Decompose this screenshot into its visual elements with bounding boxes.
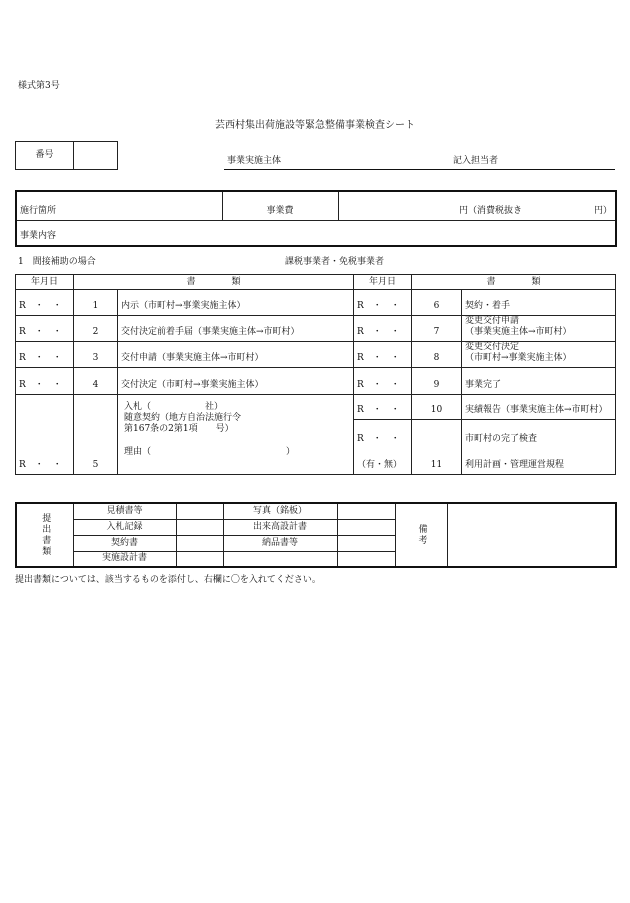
site-value[interactable] — [74, 191, 222, 220]
section-title: 1 間接補助の場合 — [18, 257, 96, 267]
submission-item: 写真（銘板） — [223, 503, 337, 519]
item-number: 5 — [74, 395, 118, 475]
date-cell[interactable]: R ・ ・ — [16, 290, 74, 316]
date-value: R ・ ・ — [357, 434, 400, 444]
table-row — [16, 342, 616, 368]
submission-check[interactable] — [176, 535, 223, 551]
submission-check[interactable] — [176, 519, 223, 535]
submission-item: 入札記録 — [73, 519, 176, 535]
doc-name: 交付申請（事業実施主体→市町村） — [118, 342, 354, 368]
notes-label: 備考 — [395, 503, 447, 567]
doc-name-line: 入札（ 社） — [124, 402, 224, 412]
submission-check[interactable] — [337, 551, 395, 567]
item-number: 3 — [74, 342, 118, 368]
doc-name-line: 変更交付決定 — [465, 342, 520, 352]
number-value[interactable] — [74, 142, 118, 170]
table-row — [16, 290, 616, 316]
date-cell[interactable]: R ・ ・ — [354, 342, 412, 368]
doc-name-line: 第167条の2第1項 号） — [124, 424, 234, 434]
header-date-left: 年月日 — [16, 275, 74, 290]
doc-name: 事業完了 — [462, 368, 616, 395]
item-number: 11 — [412, 420, 462, 475]
submission-check[interactable] — [337, 535, 395, 551]
item-number: 1 — [74, 290, 118, 316]
document-table — [15, 274, 616, 475]
header-date-right: 年月日 — [354, 275, 412, 290]
item-number: 8 — [412, 342, 462, 368]
table-row — [16, 395, 616, 420]
header-docs-right: 書 類 — [412, 275, 616, 290]
number-label: 番号 — [16, 142, 74, 170]
doc-name — [118, 395, 354, 475]
doc-name-line: 随意契約（地方自治法施行令 — [124, 413, 242, 423]
submission-check[interactable] — [176, 503, 223, 519]
notes-field[interactable] — [447, 503, 616, 567]
date-cell[interactable]: R ・ ・ — [354, 316, 412, 342]
table-row — [16, 316, 616, 342]
cost-value[interactable]: 円（消費税抜き 円） — [338, 191, 616, 220]
submission-item: 契約書 — [73, 535, 176, 551]
doc-name: 交付決定（市町村→事業実施主体） — [118, 368, 354, 395]
date-cell[interactable]: R ・ ・ — [16, 342, 74, 368]
header-docs-left: 書 類 — [74, 275, 354, 290]
doc-name — [462, 420, 616, 475]
cost-label: 事業費 — [222, 191, 338, 220]
submission-check[interactable] — [176, 551, 223, 567]
site-label: 施行箇所 — [16, 191, 74, 220]
submission-item: 出来高設計書 — [223, 519, 337, 535]
item-number: 10 — [412, 395, 462, 420]
item-number: 9 — [412, 368, 462, 395]
project-info-table — [15, 190, 617, 247]
item-number: 7 — [412, 316, 462, 342]
recorder-label: 記入担当者 — [453, 156, 499, 166]
date-cell[interactable]: R ・ ・ — [16, 395, 74, 475]
doc-name-line — [121, 435, 350, 447]
doc-name-line: （市町村→事業実施主体） — [465, 353, 572, 363]
footer-note: 提出書類については、該当するものを添付し、右欄に〇を入れてください。 — [15, 575, 321, 585]
date-cell[interactable]: R ・ ・ — [354, 395, 412, 420]
doc-name: 契約・着手 — [462, 290, 616, 316]
submission-item: 納品書等 — [223, 535, 337, 551]
submission-item: 見積書等 — [73, 503, 176, 519]
number-box — [15, 141, 118, 170]
exists-flag[interactable]: （有・無） — [357, 460, 403, 470]
content-label: 事業内容 — [20, 231, 57, 241]
doc-name-line: 理由（ ） — [124, 447, 296, 457]
doc-name-line: 利用計画・管理運営規程 — [465, 460, 565, 470]
doc-name: 内示（市町村→事業実施主体） — [118, 290, 354, 316]
date-cell[interactable] — [354, 420, 412, 475]
doc-name — [462, 316, 616, 342]
submission-item: 実施設計書 — [73, 551, 176, 567]
date-cell[interactable]: R ・ ・ — [16, 368, 74, 395]
content-cell[interactable] — [16, 220, 616, 246]
doc-name — [462, 342, 616, 368]
tax-status-label: 課税事業者・免税事業者 — [285, 257, 385, 267]
operator-label: 事業実施主体 — [227, 156, 282, 166]
doc-name-line: 市町村の完了検査 — [465, 434, 538, 444]
submission-empty — [223, 551, 337, 567]
submission-side-label: 提出書類 — [16, 503, 73, 567]
doc-name-line: 変更交付申請 — [465, 316, 520, 326]
date-cell[interactable]: R ・ ・ — [354, 368, 412, 395]
table-row — [16, 368, 616, 395]
date-cell[interactable]: R ・ ・ — [16, 316, 74, 342]
item-number: 4 — [74, 368, 118, 395]
doc-name: 交付決定前着手届（事業実施主体→市町村） — [118, 316, 354, 342]
item-number: 2 — [74, 316, 118, 342]
operator-underline — [224, 169, 615, 170]
form-number: 様式第3号 — [18, 81, 60, 91]
submission-check[interactable] — [337, 519, 395, 535]
submission-table — [15, 502, 617, 568]
page-title: 芸西村集出荷施設等緊急整備事業検査シート — [215, 120, 415, 131]
submission-check[interactable] — [337, 503, 395, 519]
doc-name-line: （事業実施主体→市町村） — [465, 327, 572, 337]
item-number: 6 — [412, 290, 462, 316]
doc-name: 実績報告（事業実施主体→市町村） — [462, 395, 616, 420]
date-cell[interactable]: R ・ ・ — [354, 290, 412, 316]
